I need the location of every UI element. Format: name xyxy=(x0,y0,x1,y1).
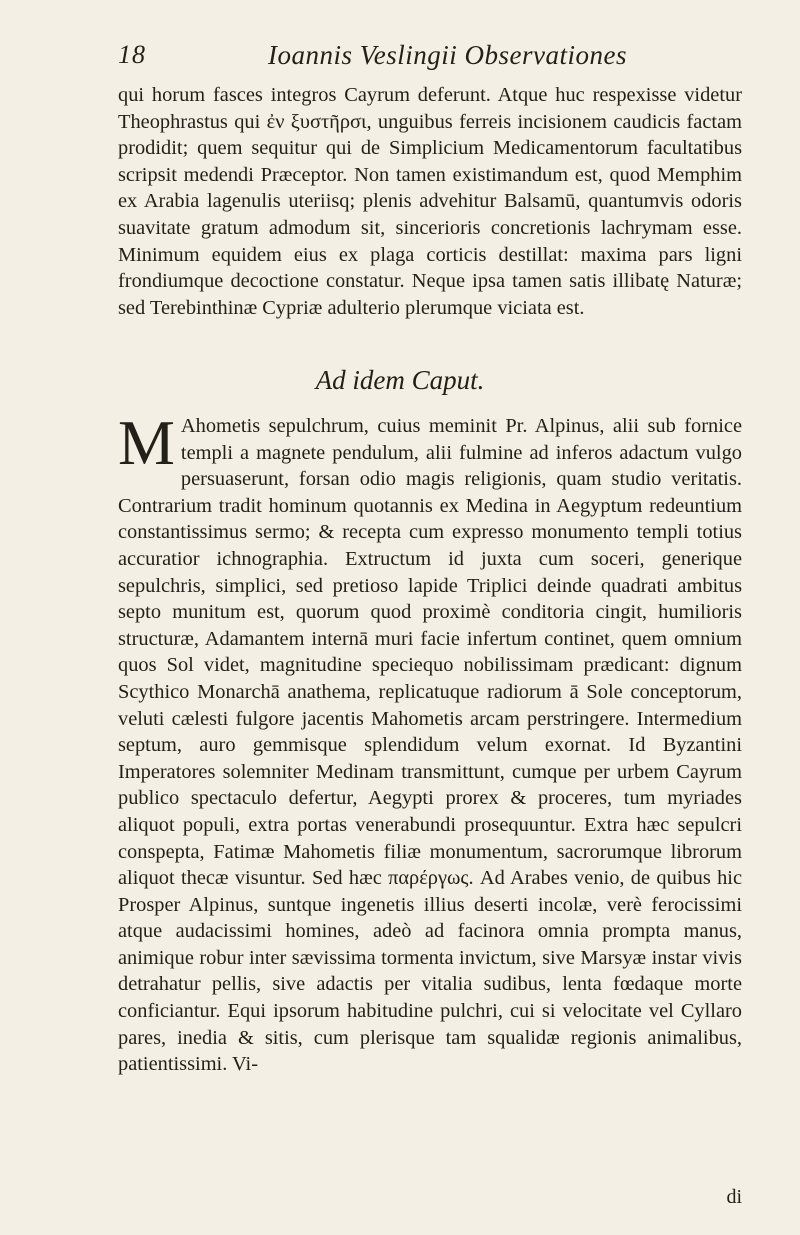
paragraph-2 xyxy=(118,407,742,1078)
running-head: Ioannis Veslingii Observationes xyxy=(268,40,627,70)
section-heading: Ad idem Caput. xyxy=(315,365,485,395)
paragraph-1: qui horum fasces integros Cayrum deferunt. Atque huc respexisse videtur Theophrastus qui ἐν ξυστῆρσι, unguibus ferreis incisionem caudicis factam prodidit; quem sequitur qui de Simplicium Medicamentorum facultatibus scripsit medendi Præceptor. Non tamen existimandum est, quod Memphim ex Arabia lagenulis uteriisq; plenis advehitur Balsamū, quantumvis odoris suavitate gratum admodum sit, sincerioris concretionis lachrymam esse. Minimum equidem eius ex plaga corticis destillat: maxima pars ligni frondiumque decoctione constatur. Neque ipsa tamen satis illibatę Naturæ; sed Terebinthinæ Cypriæ adulterio plerumque viciata est. xyxy=(118,84,742,319)
drop-cap: M xyxy=(118,407,175,478)
page-header xyxy=(118,40,742,80)
catchword: di xyxy=(726,1186,742,1208)
page-number: 18 xyxy=(118,40,146,69)
paragraph-2-text: Ahometis sepulchrum, cuius meminit Pr. Alpinus, alii sub fornice templi a magnete pendulum, alii fulmine ad inferos adactum vulgo persuaserunt, forsan odio magis religionis, quam studio veritatis. Contrarium tradit hominum quotannis ex Medina in Aegyptum redeuntium constantissimus sermo; & recepta cum expresso monumento templi totius accuratior ichnographia. Extructum id juxta cum soceri, generique sepulchris, simplici, sed pretioso lapide Triplici deinde quadrati ambitus septo munitum est, quorum quod proximè conditoria cingit, humilioris structuræ, Adamantem internā muri facie infertum continet, quem omnium quos Sol videt, magnitudine speciequo nobilissimam prædicant: dignum Scythico Monarchā anathema, replicatuque radiorum ā Sole conceptorum, veluti cælesti fulgore jacentis Mahometis arcam perstringere. Intermedium septum, auro gemmisque splendidum velum exornat. Id Byzantini Imperatores solemniter Medinam transmittunt, cumque per urbem Cayrum publico spectaculo defertur, Aegypti prorex & proceres, tum myriades aliquot populi, extra portas venerabundi prosequuntur. Extra hæc sepulcri conspepta, Fatimæ Mahometis filiæ monumentum, sacrorumque librorum aliquot thecæ visuntur. Sed hæc παρέργως. Ad Arabes venio, de quibus hic Prosper Alpinus, suntque ingenetis illius deserti incolæ, verè ferocissimi atque audacissimi homines, adeò ad facinora omnia prompta manus, animique robur inter sævissima tormenta invictum, sive Marsyæ instar vivis detrahatur pellis, sive adactis per vitalia sudibus, lenta fœdaque morte conficiantur. Equi ipsorum habitudine pulchri, cui si velocitate vel Cyllaro pares, inedia & sitis, cum plerisque tam squalidæ regionis animalibus, patientissimi. Vi- xyxy=(118,415,742,1076)
